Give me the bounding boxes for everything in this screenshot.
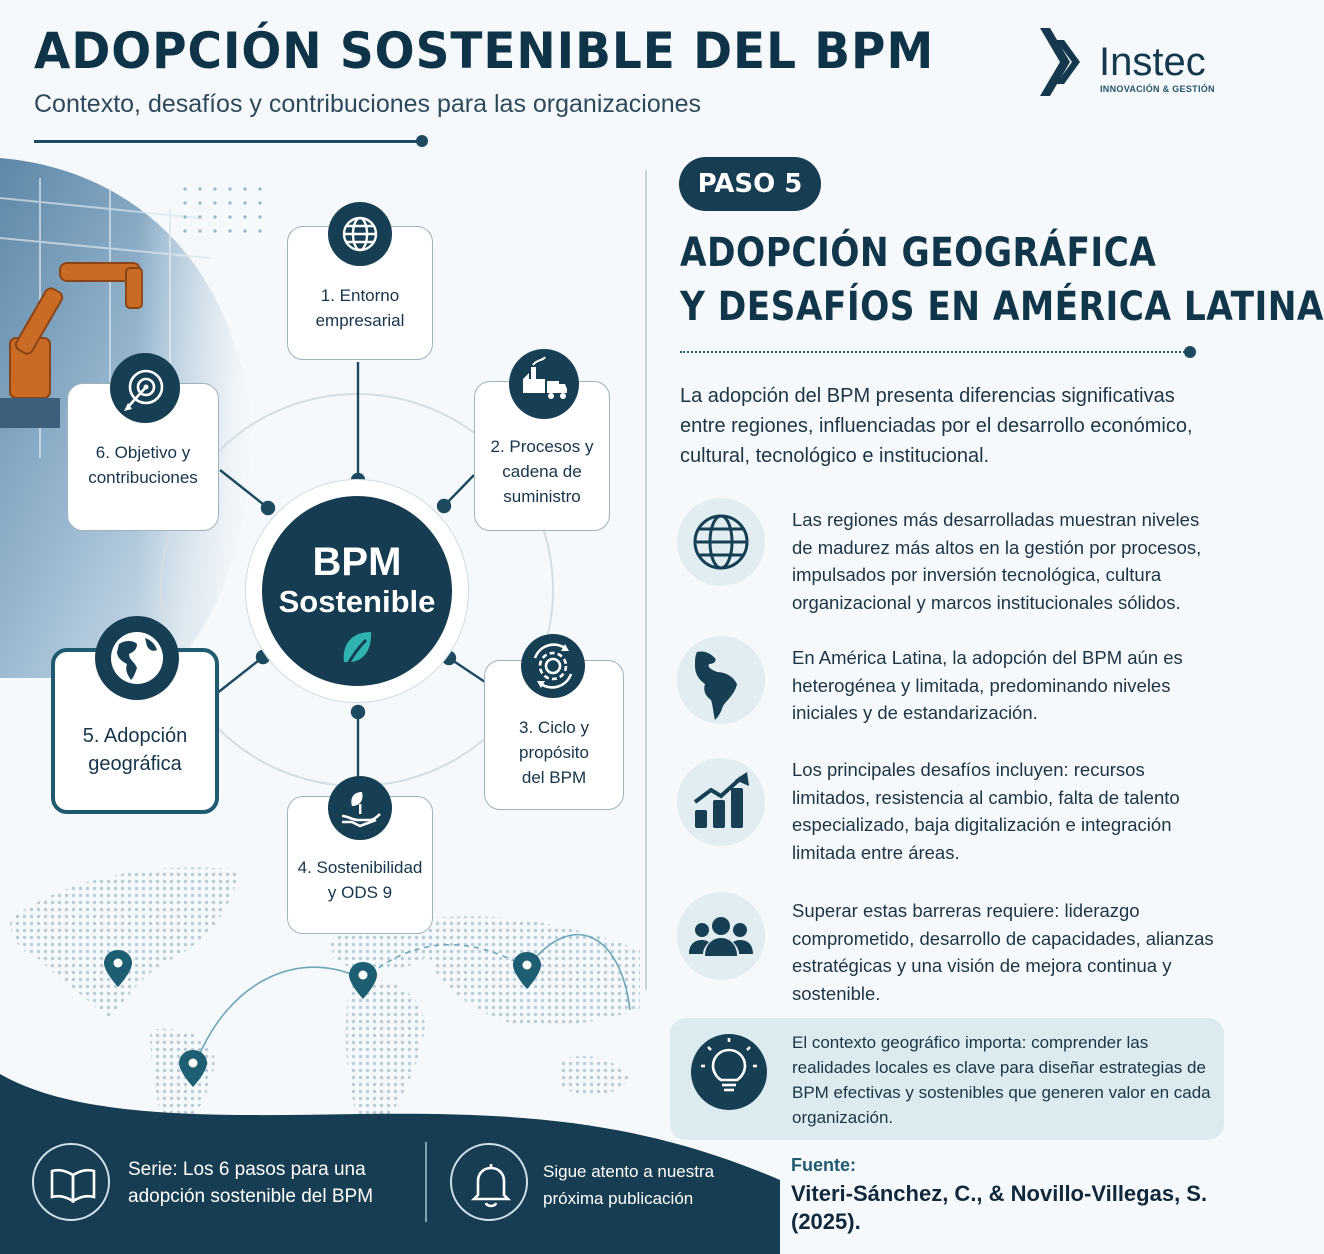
callout-text: El contexto geográfico importa: comprender las realidades locales es clave para diseñar estrategias de BPM efectivas y sostenibles que generen valor en cada organización. [792,1033,1211,1127]
brand-tagline: INNOVACIÓN & GESTIÓN [1100,84,1215,94]
step-label-2: 2. Procesos y cadena de suministro [490,437,594,506]
section-title-line2: Y DESAFÍOS EN AMÉRICA LATINA [680,284,1324,330]
core-subtitle: Sostenible [278,584,436,619]
bell-icon[interactable] [450,1143,528,1221]
point-text-2: En América Latina, la adopción del BPM aún es heterogénea y limitada, predominando niveles iniciales y de estandarización. [792,647,1183,723]
people-group-icon [677,892,765,980]
section-rule-dot [1184,346,1196,358]
step-label-5: 5. Adopción geográfica [82,725,188,775]
section-intro: La adopción del BPM presenta diferencias significativas entre regiones, influenciadas por el desarrollo económico, cultural, tecnológico e institucional. [680,385,1193,467]
point-text-4: Superar estas barreras requiere: liderazgo comprometido, desarrollo de capacidades, alianzas estratégicas y una visión de mejora continua y sostenible. [792,900,1214,1004]
latin-america-map-icon [677,636,765,724]
section-title-line1: ADOPCIÓN GEOGRÁFICA [680,230,1157,276]
page-subtitle: Contexto, desafíos y contribuciones para las organizaciones [34,90,702,118]
step-label-3: 3. Ciclo y propósito del BPM [519,718,589,787]
hand-plant-icon [328,776,392,840]
page-title: ADOPCIÓN SOSTENIBLE DEL BPM [34,22,935,80]
step-label-4: 4. Sostenibilidad y ODS 9 [297,858,423,902]
title-underline [34,140,422,143]
brand-chevron-icon [1036,24,1088,100]
bpm-core [262,496,452,686]
leaf-icon [338,628,376,672]
brand-name: Instec [1099,40,1206,84]
factory-truck-icon [509,349,579,419]
gear-cycle-icon [521,634,585,698]
step-label-6: 6. Objetivo y contribuciones [88,443,198,487]
vertical-divider [645,170,647,990]
next-publication-text: Sigue atento a nuestra próxima publicación [543,1162,715,1208]
source-citation: Viteri-Sánchez, C., & Novillo-Villegas, S. (2025). [791,1181,1208,1234]
globe-icon [328,202,392,266]
globe-icon [677,498,765,586]
step-badge: PASO 5 [679,157,821,211]
open-book-icon [32,1143,110,1221]
step-label-1: 1. Entorno empresarial [315,286,405,330]
growth-chart-icon [677,758,765,846]
source-label: Fuente: [791,1155,856,1175]
core-title: BPM [312,540,402,584]
target-icon [110,353,180,423]
series-text: Serie: Los 6 pasos para una adopción sostenible del BPM [128,1159,374,1207]
section-dotted-rule [680,351,1188,353]
title-underline-dot [416,135,428,147]
point-text-3: Los principales desafíos incluyen: recursos limitados, resistencia al cambio, falta de talento especializado, baja digitalización e integración limitada entre áreas. [792,759,1180,863]
americas-globe-icon [95,616,179,700]
footer-separator [425,1142,427,1222]
point-text-1: Las regiones más desarrolladas muestran niveles de madurez más altos en la gestión por procesos, impulsados por inversión tecnológica, cultura organizacional y marcos institucionales sólidos. [792,509,1202,613]
footer-band [0,1040,780,1254]
